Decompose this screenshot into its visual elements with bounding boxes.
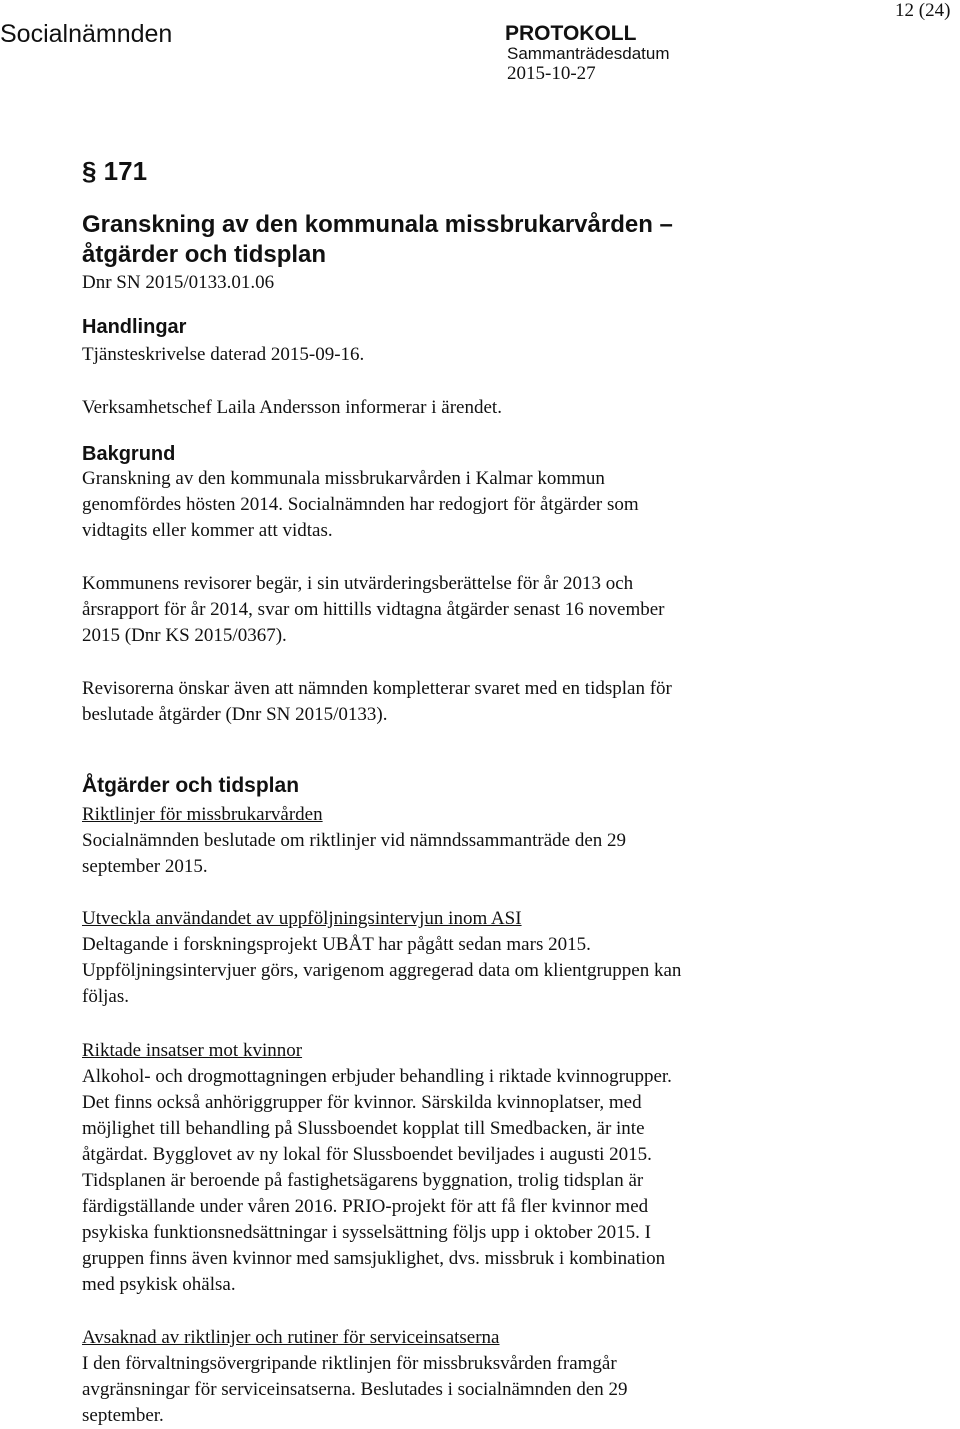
bakgrund-paragraph-2 [82,571,822,649]
subsection-title-riktlinjer: Riktlinjer för missbrukarvården [82,804,323,825]
meeting-date: 2015-10-27 [507,63,596,84]
bakgrund-p2-line3: 2015 (Dnr KS 2015/0367). [82,625,287,646]
subsection-3-line3: möjlighet till behandling på Slussboendet kopplat till Smedbacken, är inte [82,1118,645,1139]
subsection-title-serviceinsatser: Avsaknad av riktlinjer och rutiner för serviceinsatserna [82,1327,500,1348]
subsection-title-kvinnor: Riktade insatser mot kvinnor [82,1040,303,1061]
subsection-3-line8: gruppen finns även kvinnor med samsjuklighet, dvs. missbruk i kombination [82,1248,666,1269]
subsection-4-line3: september. [82,1405,164,1426]
subsection-title-asi: Utveckla användandet av uppföljningsintervjun inom ASI [82,908,522,929]
subsection-3-line6: färdigställande under våren 2016. PRIO-projekt för att få fler kvinnor med [82,1196,649,1217]
handlingar-text-2 [82,395,822,421]
bakgrund-paragraph-3 [82,676,822,728]
case-number: Dnr SN 2015/0133.01.06 [82,272,275,293]
subsection-3-line9: med psykisk ohälsa. [82,1274,236,1295]
bakgrund-p3-line1: Revisorerna önskar även att nämnden kompletterar svaret med en tidsplan för [82,678,672,699]
bakgrund-heading: Bakgrund [82,443,176,465]
bakgrund-paragraph-1 [82,466,822,544]
bakgrund-p2-line2: årsrapport för år 2014, svar om hittills vidtagna åtgärder senast 16 november [82,599,665,620]
section-title [82,210,882,270]
subsection-3-line4: åtgärdat. Bygglovet av ny lokal för Slussboendet beviljades i augusti 2015. [82,1144,652,1165]
bakgrund-p2-line1: Kommunens revisorer begär, i sin utvärderingsberättelse för år 2013 och [82,573,634,594]
subsection-1-line1: Socialnämnden beslutade om riktlinjer vid nämndssammanträde den 29 [82,830,627,851]
atgarder-heading: Åtgärder och tidsplan [82,774,300,797]
atgarder-subsection-1 [82,802,822,880]
atgarder-subsection-2 [82,906,822,1010]
subsection-2-line3: följas. [82,986,129,1007]
bakgrund-p1-line1: Granskning av den kommunala missbrukarvården i Kalmar kommun [82,468,605,489]
meeting-date-label: Sammanträdesdatum [507,44,670,63]
subsection-3-line1: Alkohol- och drogmottagningen erbjuder behandling i riktade kvinnogrupper. [82,1066,672,1087]
subsection-3-line2: Det finns också anhöriggrupper för kvinnor. Särskilda kvinnoplatser, med [82,1092,642,1113]
handlingar-text [82,342,822,368]
section-title-line1: Granskning av den kommunala missbrukarvården – [82,211,673,238]
organization-name: Socialnämnden [0,20,173,48]
subsection-1-line2: september 2015. [82,856,208,877]
bakgrund-p1-line3: vidtagits eller kommer att vidtas. [82,520,333,541]
subsection-4-line2: avgränsningar för serviceinsatserna. Beslutades i socialnämnden den 29 [82,1379,628,1400]
paragraph-number: § 171 [82,156,148,186]
section-title-line2: åtgärder och tidsplan [82,241,327,268]
bakgrund-p3-line2: beslutade åtgärder (Dnr SN 2015/0133). [82,704,388,725]
handlingar-line2: Verksamhetschef Laila Andersson informerar i ärendet. [82,397,502,418]
atgarder-subsection-3 [82,1038,822,1298]
atgarder-subsection-4 [82,1325,822,1429]
subsection-2-line2: Uppföljningsintervjuer görs, varigenom aggregerad data om klientgruppen kan [82,960,682,981]
subsection-2-line1: Deltagande i forskningsprojekt UBÅT har pågått sedan mars 2015. [82,934,591,955]
subsection-3-line5: Tidsplanen är beroende på fastighetsägarens byggnation, trolig tidsplan är [82,1170,644,1191]
handlingar-line1: Tjänsteskrivelse daterad 2015-09-16. [82,344,365,365]
bakgrund-p1-line2: genomfördes hösten 2014. Socialnämnden har redogjort för åtgärder som [82,494,639,515]
subsection-4-line1: I den förvaltningsövergripande riktlinjen för missbruksvården framgår [82,1353,617,1374]
page-number: 12 (24) [895,0,951,21]
handlingar-heading: Handlingar [82,316,187,338]
document-type: PROTOKOLL [505,22,637,45]
subsection-3-line7: psykiska funktionsnedsättningar i sysselsättning följs upp i oktober 2015. I [82,1222,651,1243]
